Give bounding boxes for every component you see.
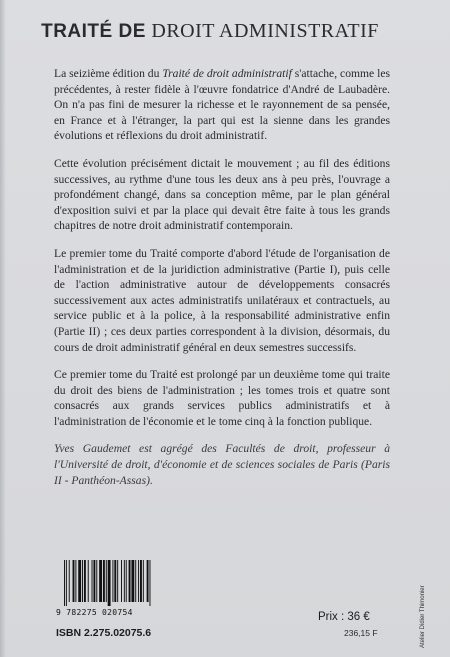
barcode-bar [117, 560, 118, 602]
barcode-bar [84, 560, 86, 602]
barcode-bar [124, 560, 125, 602]
barcode-bar [108, 560, 111, 606]
barcode-bar [135, 560, 136, 602]
paragraph-intro [54, 66, 390, 144]
paragraph-intro-post: s'attache, comme les précédentes, à rester fidèle à l'œuvre fondatrice d'André de Laubadère. On n'a pas fini de mesurer la richesse et le rayonnement de sa pensée, en France et à l'étranger, la part qui est la sienne dans les grandes évolutions et réflexions du droit administratif. [54, 67, 390, 143]
barcode-bar [93, 560, 95, 602]
title-part-1: TRAITÉ DE [41, 21, 146, 42]
barcode [56, 560, 176, 620]
barcode-bar [140, 560, 142, 602]
barcode-bar [106, 560, 107, 602]
paragraph-evolution: Cette évolution précisément dictait le mouvement ; au fil des éditions successives, au rythme d'une tous les deux ans à peu près, l'ouvrage a profondément changé, dans sa conception même, par le plan général d'exposition suivi et par la place qui devait être faite à tous les grands chapitres de notre droit administratif contemporain. [54, 156, 390, 233]
title-part-2: DROIT ADMINISTRATIF [151, 20, 379, 42]
barcode-bar [131, 560, 134, 602]
barcode-bar [66, 560, 67, 606]
book-title-italic: Traité de droit administratif [162, 67, 292, 80]
barcode-bar [143, 560, 144, 602]
spine-shadow [0, 0, 6, 657]
barcode-bar [82, 560, 83, 602]
barcode-bar [99, 560, 102, 602]
paragraph-other-tomes: Ce premier tome du Traité est prolongé par un deuxième tome qui traite du droit des biens de l'administration ; les tomes trois et quatre sont consacrés aux grands services publics administratifs et à l'administration de l'économie et le tome cinq à la fonction publique. [54, 368, 390, 428]
barcode-bar [73, 560, 75, 602]
barcode-bar [92, 560, 93, 602]
barcode-bar [114, 560, 116, 602]
barcode-bar [88, 560, 89, 602]
barcode-bar [96, 560, 97, 602]
barcode-bar [138, 560, 139, 602]
barcode-bar [64, 560, 65, 606]
author-note: Yves Gaudemet est agrégé des Facultés de droit, professeur à l'Université de droit, d'économie et de sciences sociales de Paris (Paris II - Panthéon-Assas). [54, 442, 390, 487]
barcode-bar [126, 560, 127, 602]
barcode-bars [64, 560, 174, 606]
barcode-bar [69, 560, 70, 602]
barcode-bar [112, 560, 113, 602]
paragraph-tome-one: Le premier tome du Traité comporte d'abord l'étude de l'organisation de l'administration et de la juridiction administrative (Partie I), puis celle de l'action administrative autour de développements consacrés successivement aux actes administratifs unilatéraux et contractuels, au service public et à la police, à la responsabilité administrative enfin (Partie II) ; ces deux parties correspondent à la division, désormais, du cours de droit administratif général en deux semestres successifs. [54, 246, 390, 354]
description-text [54, 66, 390, 500]
price-euro: Prix : 36 € [318, 611, 370, 623]
barcode-bar [75, 560, 76, 602]
barcode-bar [147, 560, 149, 602]
designer-credit: Atelier Didier Thimonier [420, 585, 426, 648]
barcode-bar [121, 560, 122, 602]
barcode-bar [78, 560, 81, 602]
paragraph-intro-pre: La seizième édition du [54, 67, 163, 80]
barcode-bar [103, 560, 105, 602]
isbn-label: ISBN 2.275.02075.6 [56, 627, 152, 639]
cover-title [0, 20, 420, 43]
barcode-bar [129, 560, 131, 602]
barcode-digits: 9 782275 020754 [56, 608, 133, 617]
price-franc: 236,15 F [344, 628, 378, 638]
barcode-bar [150, 560, 151, 606]
